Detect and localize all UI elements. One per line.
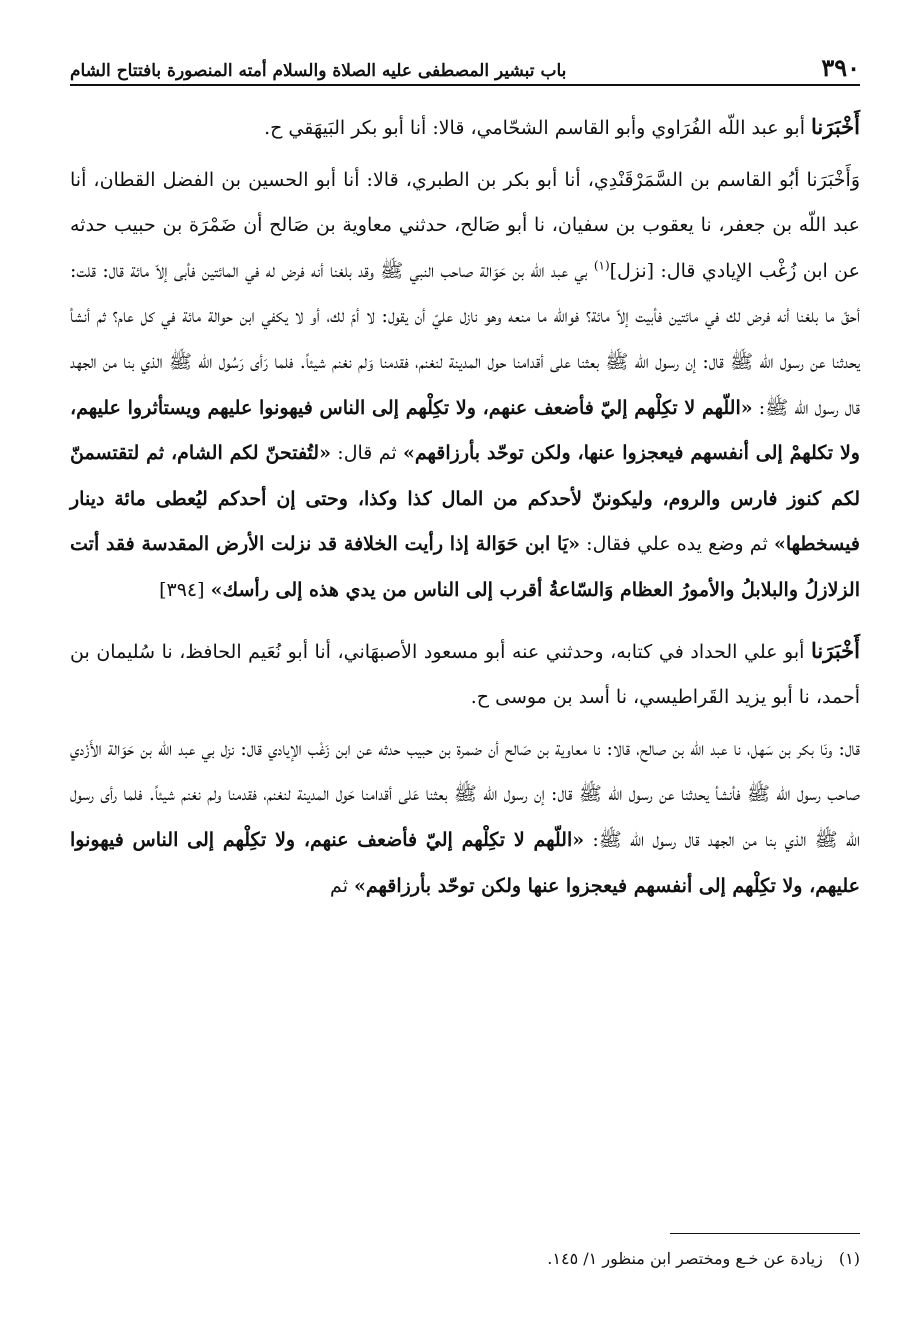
chapter-title: باب تبشير المصطفى عليه الصلاة والسلام أمته المنصورة بافتتاح الشام: [70, 61, 567, 81]
paragraph-3: [70, 628, 860, 721]
footnote-number: (١): [838, 1249, 860, 1268]
paragraph-lead: أَخْبَرَنا: [811, 114, 860, 139]
footnote-reference: (١): [593, 258, 610, 273]
hadith-quote: «اللّهم لا تكِلْهم إليّ فأضعف عنهم، ولا تكِلْهم إلى الناس فيهونوا عليهم، ولا تكِلْهم إلى أنفسهم فيعجزوا عنها ولكن توحّد بأرزاقهم»: [70, 828, 860, 897]
paragraph-1: [70, 104, 860, 152]
paragraph-text: أبو عبد اللّه الفُرَاوي وأبو القاسم الشحّامي، قالا: أنا أبو بكر البَيهَقي ح.: [264, 117, 812, 139]
footnote-item: [70, 1246, 860, 1272]
paragraph-2: [70, 158, 860, 614]
paragraph-text: أبو علي الحداد في كتابه، وحدثني عنه أبو مسعود الأصبهَاني، أنا أبو نُعَيم الحافظ، نا سُليمان بن أحمد، نا أبو يزيد القَراطيسي، نا أسد بن موسى ح.: [70, 640, 860, 709]
footnote-text: زيادة عن خـع ومختصر ابن منظور ١/ ١٤٥.: [547, 1249, 823, 1268]
paragraph-text: وَأَخْبَرَنا أبُو القاسم بن السَّمَرْقَنْدِي، أنا أبو بكر بن الطبري، قالا: أنا أبو الحسين بن الفضل القطان، أنا عبد اللّه بن جعفر، نا يعقوب بن سفيان، نا أبو صَالح، حدثني معاوية بن صَالح أن ضَمْرَة بن حبيب حدثه عن ابن زُغْب الإيادي قال: [نزل]: [70, 168, 860, 282]
hadith-citation-number: [٣٩٤]: [159, 578, 205, 601]
paragraph-text-continued: ثم: [330, 874, 355, 897]
paragraph-text-continued: ثم وضع يده علي فقال:: [579, 533, 774, 556]
running-head: [70, 40, 860, 86]
body-text: [70, 104, 860, 909]
book-page: [70, 40, 860, 1300]
hadith-quote: «يَا ابن حَوَالة إذا رأيت الخلافة قد نزلت الأرض المقدسة فقد أتت الزلازلُ والبلابلُ والأمورُ العظام وَالسّاعةُ أقرب إلى الناس من يدي هذه إلى رأسك»: [70, 533, 860, 601]
footnotes: [70, 1246, 860, 1272]
footnote-divider: [670, 1233, 860, 1234]
hadith-quote: «اللّهم لا تكِلْهم إليّ فأضعف عنهم، ولا تكِلْهم إلى الناس فيهونوا عليهم ويستأثروا عليهم، ولا تكلهمْ إلى أنفسهم فيعجزوا عنها، ولكن توحّد بأرزاقهم»: [70, 396, 860, 465]
paragraph-lead: أَخْبَرَنا: [811, 637, 860, 663]
paragraph-text: قال: ونَا بكر بن سَهل، نا عبد اللّه بن صالح، قالا: نا معاوية بن صَالح أن ضمرة بن حبيب حدثه عن ابن زَغْب الإيادي قال: نزل بي عبد اللّه بن حَوَالة الأَزْدي صاحب رسول الله ﷺ فأنشأ يحدثنا عن رسول الله ﷺ قال: إن رسول الله ﷺ بعثنا عَلى أقدامنا حَول المدينة لنغنم، فقدمنا ولم نغنم شيئاً. فلما رأى رسول الله ﷺ الذي بنا من الجهد قال رسول الله ﷺ:: [70, 737, 861, 851]
paragraph-4: [70, 727, 860, 909]
hadith-quote: «لتُفتحنّ لكم الشام، ثم لتقتسمنّ لكم كنوز فارس والروم، وليكوننّ لأحدكم من المال كذا وكذا، وحتى إن أحدكم ليُعطى مائة دينار فيسخطها»: [70, 442, 860, 556]
page-number: ٣٩٠: [821, 53, 860, 82]
paragraph-text-continued: ثم قال:: [330, 442, 403, 465]
paragraph-text-continued: بي عبد اللّه بن حَوَالة صاحب النبي ﷺ وقد بلغنا أنه فرض له في المائتين فأبى إلاّ مائة قال: قلت: أحقّ ما بلغنا أنه فرض لك في مائتين فأبيت إلاّ مائة؟ فوالله ما منعه وهو نازل عليّ أن يقول: لا أمّ لك، أو لا يكفي ابن حوالة مائة في كل عام؟ ثم أنشأ يحدثنا عن رسول الله ﷺ قال: إن رسول الله ﷺ بعثنا على أقدامنا حول المدينة لنغنم، فقدمنا وَلم نغنم شيئاً. فلما رَأى رَسُول الله ﷺ الذي بنا من الجهد قال رسول الله ﷺ:: [70, 259, 861, 419]
